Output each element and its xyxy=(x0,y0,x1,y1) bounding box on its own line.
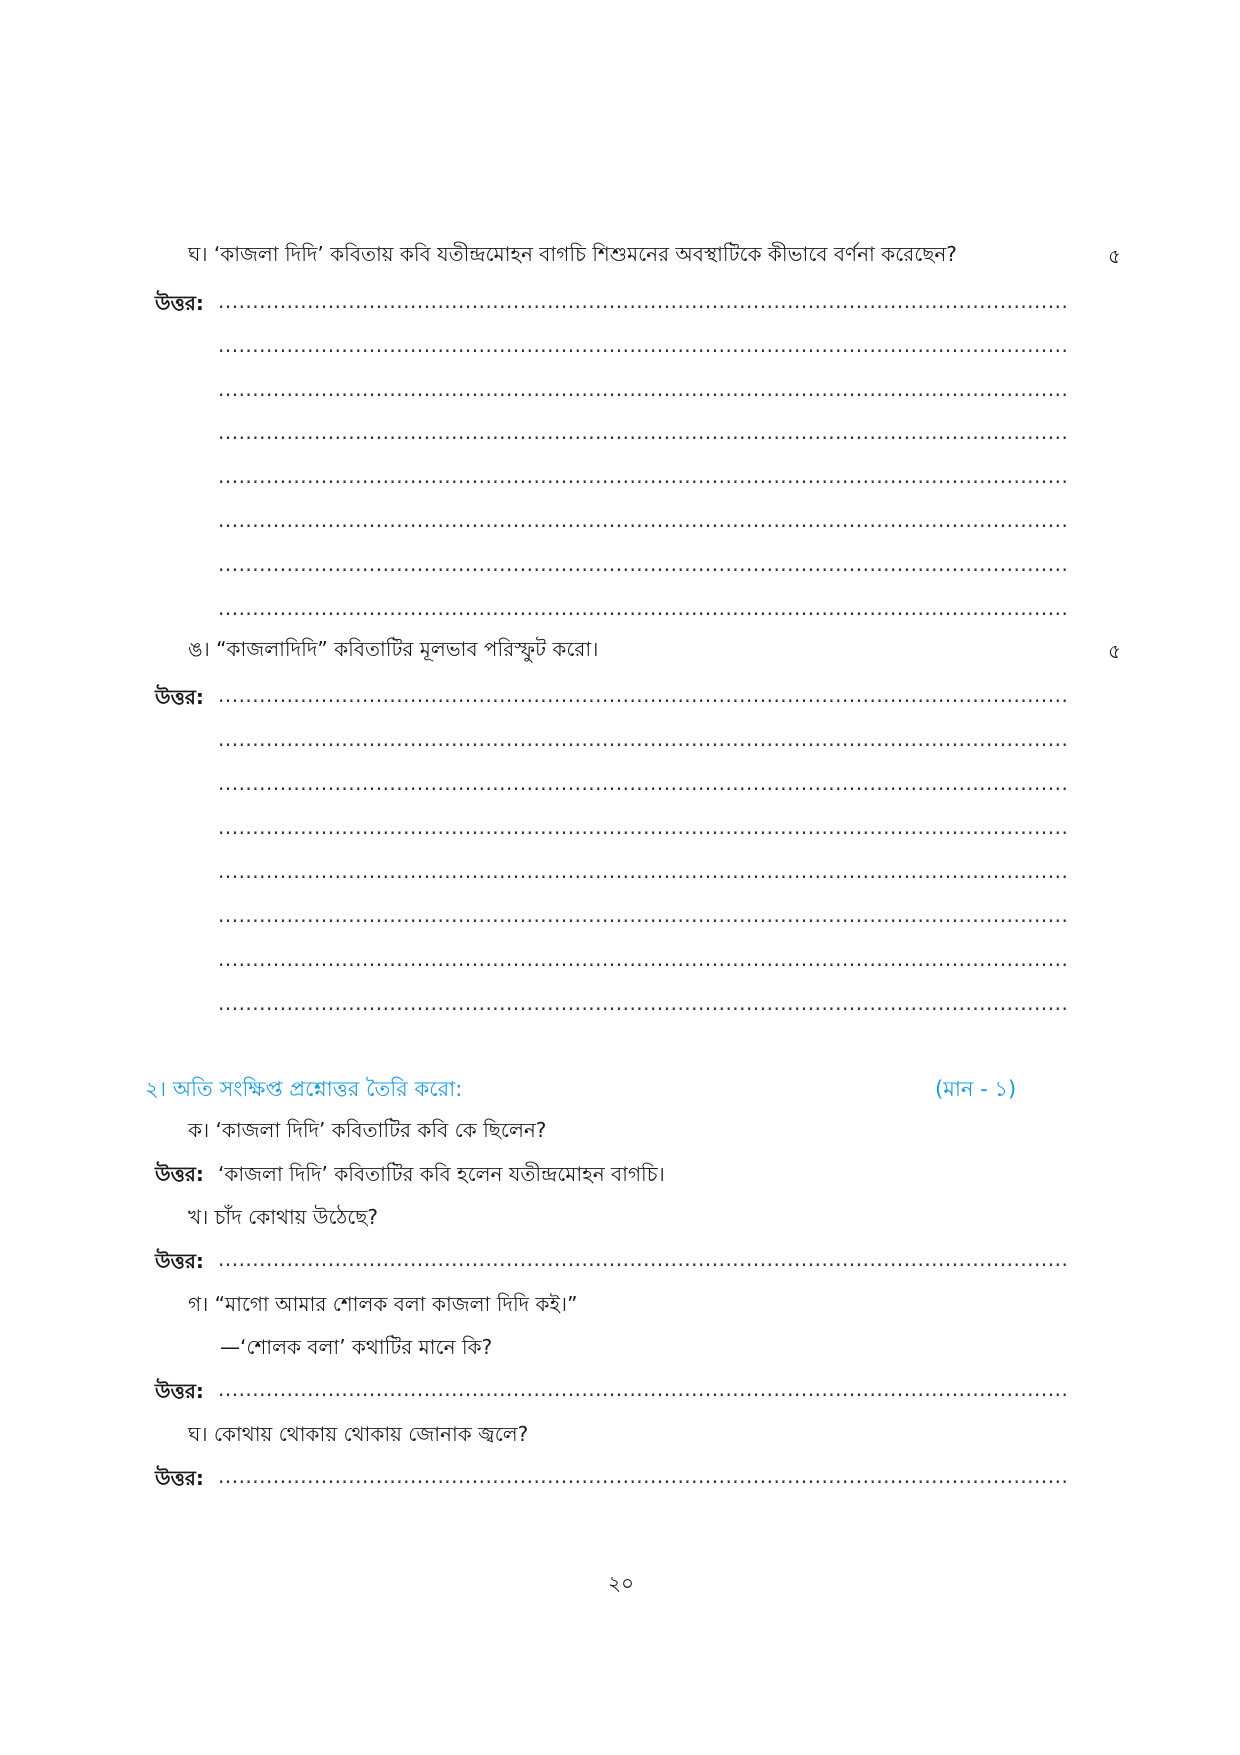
answer-line[interactable]: ............................................................................................................................ xyxy=(218,1247,1069,1271)
answer-line[interactable]: ............................................................................................................................ xyxy=(218,596,1069,620)
marks-umo: ৫ xyxy=(1108,639,1121,663)
question-gha: ঘ। ‘কাজলা দিদি’ কবিতায় কবি যতীন্দ্রমোহন বাগচি শিশুমনের অবস্থাটিকে কীভাবে বর্ণনা করেছেন? xyxy=(188,242,957,266)
answer-line[interactable]: ............................................................................................................................ xyxy=(218,508,1069,532)
question-ga-sub: —‘শোলক বলা’ কথাটির মানে কি? xyxy=(220,1335,493,1359)
answer-label-kha: উত্তর: xyxy=(155,1249,204,1273)
answer-line[interactable]: ............................................................................................................................ xyxy=(218,333,1069,357)
marks-gha: ৫ xyxy=(1108,244,1121,268)
answer-line[interactable]: ............................................................................................................................ xyxy=(218,289,1069,313)
answer-line[interactable]: ............................................................................................................................ xyxy=(218,420,1069,444)
question-kha: খ। চাঁদ কোথায় উঠেছে? xyxy=(188,1205,378,1229)
question-gha-short: ঘ। কোথায় থোকায় থোকায় জোনাক জ্বলে? xyxy=(188,1422,529,1446)
answer-line[interactable]: ............................................................................................................................ xyxy=(218,859,1069,883)
answer-line[interactable]: ............................................................................................................................ xyxy=(218,1464,1069,1488)
answer-line[interactable]: ............................................................................................................................ xyxy=(218,947,1069,971)
section-title: ২। অতি সংক্ষিপ্ত প্রশ্নোত্তর তৈরি করো: xyxy=(145,1077,463,1101)
answer-line[interactable]: ............................................................................................................................ xyxy=(218,377,1069,401)
section-marks: (মান - ১) xyxy=(935,1077,1017,1101)
answer-ka: ‘কাজলা দিদি’ কবিতাটির কবি হলেন যতীন্দ্রমোহন বাগচি। xyxy=(218,1162,665,1186)
answer-line[interactable]: ............................................................................................................................ xyxy=(218,552,1069,576)
answer-label-ga: উত্তর: xyxy=(155,1379,204,1403)
answer-label-gha-short: উত্তর: xyxy=(155,1466,204,1490)
answer-line[interactable]: ............................................................................................................................ xyxy=(218,1377,1069,1401)
answer-label-gha: উত্তর: xyxy=(155,291,204,315)
answer-label-umo: উত্তর: xyxy=(155,685,204,709)
answer-label-ka: উত্তর: xyxy=(155,1162,204,1186)
answer-line[interactable]: ............................................................................................................................ xyxy=(218,903,1069,927)
question-umo: ঙ। “কাজলাদিদি” কবিতাটির মূলভাব পরিস্ফুট করো। xyxy=(188,637,599,661)
answer-line[interactable]: ............................................................................................................................ xyxy=(218,815,1069,839)
page-number: ২০ xyxy=(608,1571,635,1595)
answer-line[interactable]: ............................................................................................................................ xyxy=(218,771,1069,795)
answer-line[interactable]: ............................................................................................................................ xyxy=(218,727,1069,751)
answer-line[interactable]: ............................................................................................................................ xyxy=(218,991,1069,1015)
question-ka: ক। ‘কাজলা দিদি’ কবিতাটির কবি কে ছিলেন? xyxy=(188,1118,547,1142)
answer-line[interactable]: ............................................................................................................................ xyxy=(218,464,1069,488)
question-ga: গ। “মাগো আমার শোলক বলা কাজলা দিদি কই।” xyxy=(188,1292,578,1316)
answer-line[interactable]: ............................................................................................................................ xyxy=(218,683,1069,707)
